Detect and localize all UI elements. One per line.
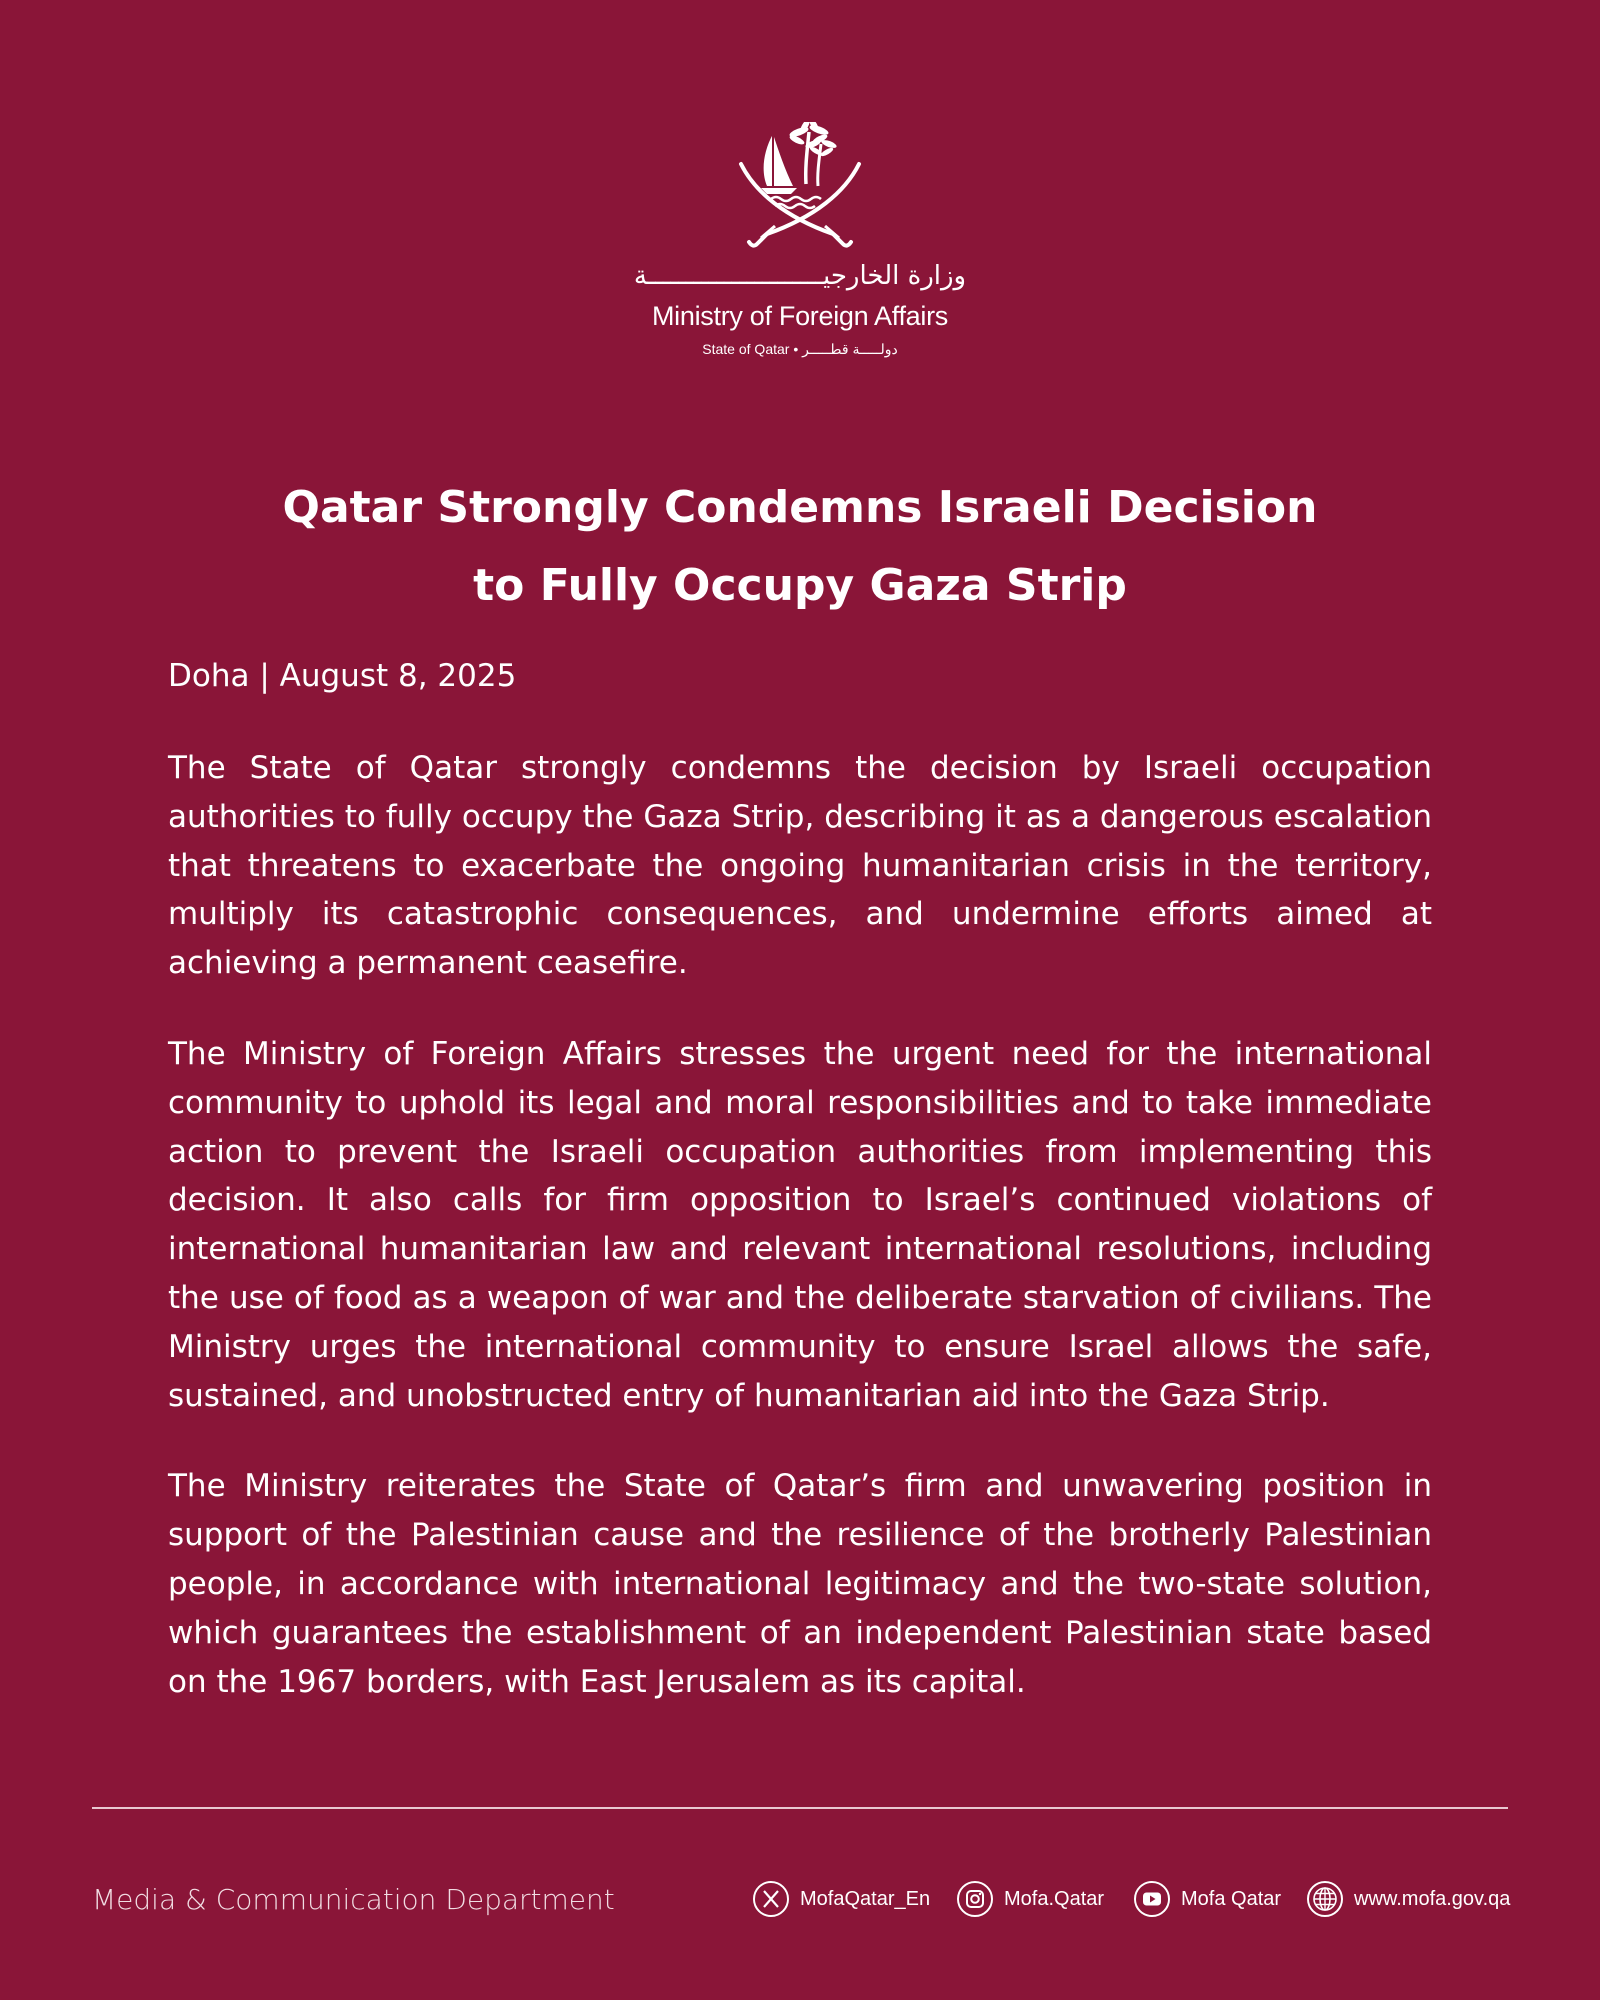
social-link-youtube[interactable] (1133, 1878, 1281, 1920)
x-icon (752, 1880, 790, 1918)
state-name-arabic: دولـــــة قطـــــر (802, 341, 898, 357)
youtube-icon (1133, 1880, 1171, 1918)
dateline: Doha | August 8, 2025 (168, 658, 517, 694)
paragraph-2: The Ministry of Foreign Affairs stresses the urgent need for the international community to uphold its legal and moral responsibilities and to take immediate action to prevent the Israeli occupation authorities from implementing this decision. It also calls for firm opposition to Israel’s continued violations of international humanitarian law and relevant international resolutions, including the use of food as a weapon of war and the deliberate starvation of civilians. The Ministry urges the international community to ensure Israel allows the safe, sustained, and unobstructed entry of humanitarian aid into the Gaza Strip. (168, 1035, 1432, 1414)
state-separator: • (793, 341, 799, 357)
page-title (150, 469, 1450, 625)
website-link[interactable] (1306, 1878, 1510, 1920)
social-link-x[interactable] (752, 1878, 930, 1920)
ministry-name-english: Ministry of Foreign Affairs (651, 301, 948, 331)
social-link-instagram[interactable] (956, 1878, 1104, 1920)
title-line-2: to Fully Occupy Gaza Strip (473, 560, 1127, 612)
footer-divider (92, 1807, 1508, 1809)
title-line-1: Qatar Strongly Condemns Israeli Decision (282, 482, 1318, 534)
state-of-qatar-line (0, 338, 1600, 360)
globe-icon (1306, 1880, 1344, 1918)
statement-body (168, 744, 1432, 1748)
instagram-icon (956, 1880, 994, 1918)
website-label: www.mofa.gov.qa (1354, 1887, 1511, 1910)
qatar-emblem-icon (735, 122, 865, 252)
paragraph-1: The State of Qatar strongly condemns the decision by Israeli occupation authorities to fully occupy the Gaza Strip, describing it as a dangerous escalation that threatens to exacerbate the ongoing humanitarian crisis in the territory, multiply its catastrophic consequences, and undermine efforts aimed at achieving a permanent ceasefire. (168, 750, 1432, 982)
social-label-instagram: Mofa.Qatar (1004, 1887, 1105, 1910)
social-label-youtube: Mofa Qatar (1181, 1887, 1282, 1910)
ministry-name-arabic: وزارة الخارجيـــــــــــــــــــــــة (633, 261, 967, 291)
state-name-english: State of Qatar (702, 341, 790, 357)
paragraph-3: The Ministry reiterates the State of Qatar’s firm and unwavering position in support of the Palestinian cause and the resilience of the brotherly Palestinian people, in accordance with international legitimacy and the two-state solution, which guarantees the establishment of an independent Palestinian state based on the 1967 borders, with East Jerusalem as its capital. (168, 1468, 1432, 1700)
social-label-x: MofaQatar_En (800, 1887, 931, 1910)
department-name: Media & Communication Department (92, 1883, 615, 1916)
